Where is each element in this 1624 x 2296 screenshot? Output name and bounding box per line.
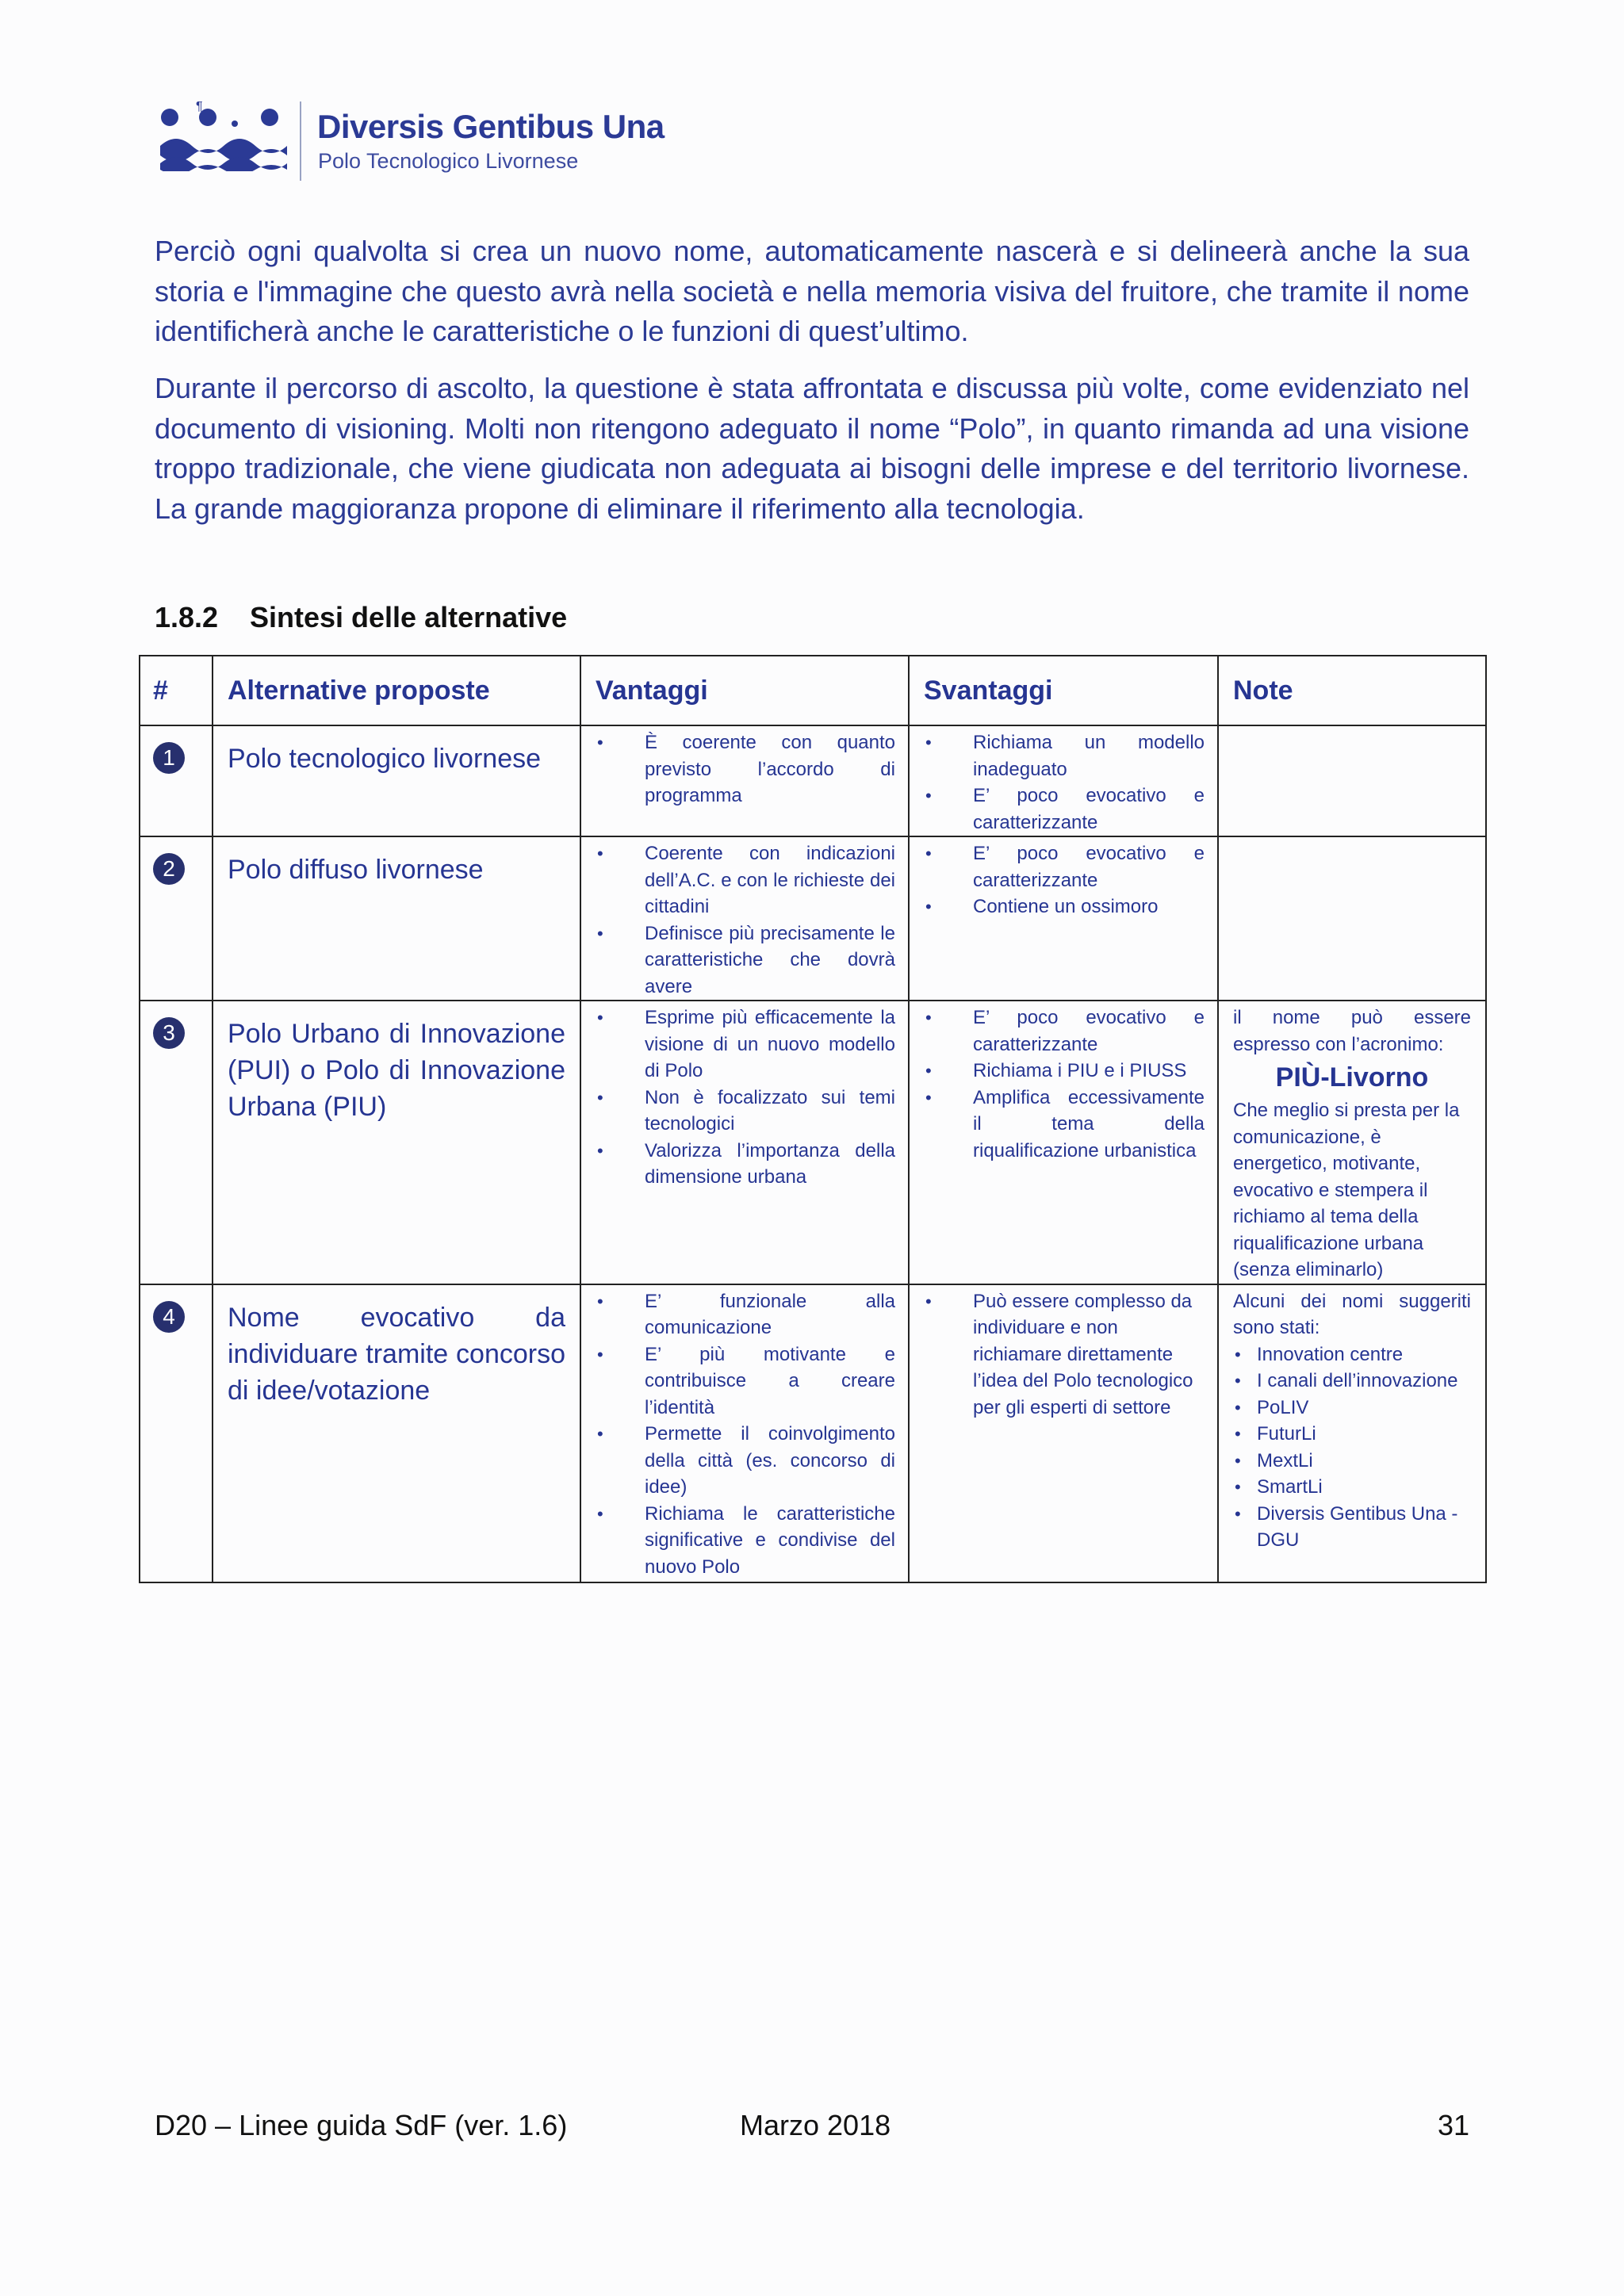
table-header-row: [140, 656, 1486, 725]
svantaggi-list: [910, 1285, 1217, 1422]
vantaggi-list: [581, 726, 908, 809]
table-row: [140, 1284, 1486, 1582]
page-number: 31: [1437, 2109, 1469, 2141]
vantaggi-list: [581, 1001, 908, 1191]
list-item: • Permette il coinvolgimento della città (es. concorso di idee): [581, 1421, 895, 1501]
list-item: • Innovation centre: [1233, 1341, 1471, 1368]
alternatives-table: [139, 655, 1487, 1583]
header-number: #: [140, 656, 213, 725]
table-row: [140, 725, 1486, 836]
note-cell: [1218, 836, 1486, 1001]
list-item: • I canali dell’innovazione: [1233, 1368, 1471, 1395]
list-item: • Valorizza l’importanza della dimensione urbana: [581, 1138, 895, 1191]
list-item: • E’ più motivante e contribuisce a creare l’identità: [581, 1341, 895, 1422]
header-alternative: Alternative proposte: [213, 656, 580, 725]
list-item: • E’ funzionale alla comunicazione: [581, 1288, 895, 1341]
list-item: • E’ poco evocativo e caratterizzante: [910, 840, 1205, 894]
section-number: 1.8.2: [155, 601, 219, 633]
svantaggi-list: [910, 837, 1217, 920]
alternative-cell: Polo diffuso livornese: [213, 836, 580, 1001]
list-item: • Non è focalizzato sui temi tecnologici: [581, 1085, 895, 1138]
list-item: • Richiama le caratteristiche significative e condivise del nuovo Polo: [581, 1501, 895, 1581]
table-row: [140, 1001, 1486, 1284]
suggested-names-list: [1233, 1341, 1471, 1554]
list-item: • FuturLi: [1233, 1421, 1471, 1448]
list-item: • Richiama i PIU e i PIUSS: [910, 1058, 1205, 1085]
list-item: • E’ poco evocativo e caratterizzante: [910, 783, 1205, 836]
header-vantaggi: Vantaggi: [580, 656, 909, 725]
logo-title: Diversis Gentibus Una: [317, 108, 665, 145]
list-item: • PoLIV: [1233, 1395, 1471, 1422]
note-cell: [1218, 1001, 1486, 1284]
list-item: • È coerente con quanto previsto l’accordo di programma: [581, 729, 895, 809]
row-number-badge: 3: [153, 1017, 185, 1049]
header-note: Note: [1218, 656, 1486, 725]
table-row: [140, 836, 1486, 1001]
row-number-badge: 4: [153, 1301, 185, 1333]
list-item: • Contiene un ossimoro: [910, 894, 1205, 920]
svantaggi-list: [910, 1001, 1217, 1164]
row-number-badge: 1: [153, 742, 185, 774]
row-number-badge: 2: [153, 853, 185, 885]
alternative-cell: Polo tecnologico livornese: [213, 725, 580, 836]
logo-subtitle: Polo Tecnologico Livornese: [318, 149, 579, 173]
list-item: • E’ poco evocativo e caratterizzante: [910, 1004, 1205, 1058]
list-item: • Amplifica eccessivamente il tema della riqualificazione urbanistica: [910, 1085, 1205, 1165]
logo-divider: [300, 101, 301, 181]
list-item: • SmartLi: [1233, 1474, 1471, 1501]
alternative-cell: Polo Urbano di Innovazione (PUI) o Polo di Innovazione Urbana (PIU): [213, 1001, 580, 1284]
footer-document-title: D20 – Linee guida SdF (ver. 1.6): [155, 2109, 568, 2141]
section-heading: [155, 601, 567, 634]
note-intro: Alcuni dei nomi suggeriti sono stati:: [1233, 1290, 1471, 1338]
header-svantaggi: Svantaggi: [909, 656, 1218, 725]
svantaggi-list: [910, 726, 1217, 836]
waves-logo-icon: [159, 100, 293, 171]
note-cell: [1218, 1284, 1486, 1582]
alternative-cell: Nome evocativo da individuare tramite concorso di idee/votazione: [213, 1284, 580, 1582]
paragraph-1: Perciò ogni qualvolta si crea un nuovo nome, automaticamente nascerà e si delineerà anche la sua storia e l'immagine che questo avrà nella società e nella memoria visiva del fruitore, che tramite il nome identificherà anche le caratteristiche o le funzioni di quest’ultimo.: [155, 235, 1469, 347]
note-intro: il nome può essere espresso con l’acronimo:: [1233, 1007, 1471, 1055]
footer-date: Marzo 2018: [740, 2109, 891, 2141]
list-item: • Può essere complesso da individuare e non richiamare direttamente l’idea del Polo tecnologico per gli esperti di settore: [910, 1288, 1205, 1422]
list-item: • Coerente con indicazioni dell’A.C. e con le richieste dei cittadini: [581, 840, 895, 920]
header-logo: [159, 100, 666, 183]
note-cell: [1218, 725, 1486, 836]
paragraph-2: Durante il percorso di ascolto, la questione è stata affrontata e discussa più volte, come evidenziato nel documento di visioning. Molti non ritengono adeguato il nome “Polo”, in quanto rimanda ad una visione troppo tradizionale, che viene giudicata non adeguata ai bisogni delle imprese e del territorio livornese. La grande maggioranza propone di eliminare il riferimento alla tecnologia.: [155, 372, 1469, 525]
list-item: • Diversis Gentibus Una - DGU: [1233, 1501, 1471, 1554]
list-item: • Esprime più efficacemente la visione di un nuovo modello di Polo: [581, 1004, 895, 1085]
vantaggi-list: [581, 1285, 908, 1581]
note-text: Che meglio si presta per la comunicazione, è energetico, motivante, evocativo e stempera il richiamo al tema della riqualificazione urbana (senza eliminarlo): [1233, 1100, 1460, 1280]
note-acronym: PIÙ-Livorno: [1275, 1062, 1429, 1093]
list-item: • Richiama un modello inadeguato: [910, 729, 1205, 783]
section-title: Sintesi delle alternative: [250, 601, 568, 633]
list-item: • MextLi: [1233, 1448, 1471, 1475]
svg-text:¶: ¶: [196, 100, 203, 113]
list-item: • Definisce più precisamente le caratteristiche che dovrà avere: [581, 920, 895, 1001]
vantaggi-list: [581, 837, 908, 1000]
